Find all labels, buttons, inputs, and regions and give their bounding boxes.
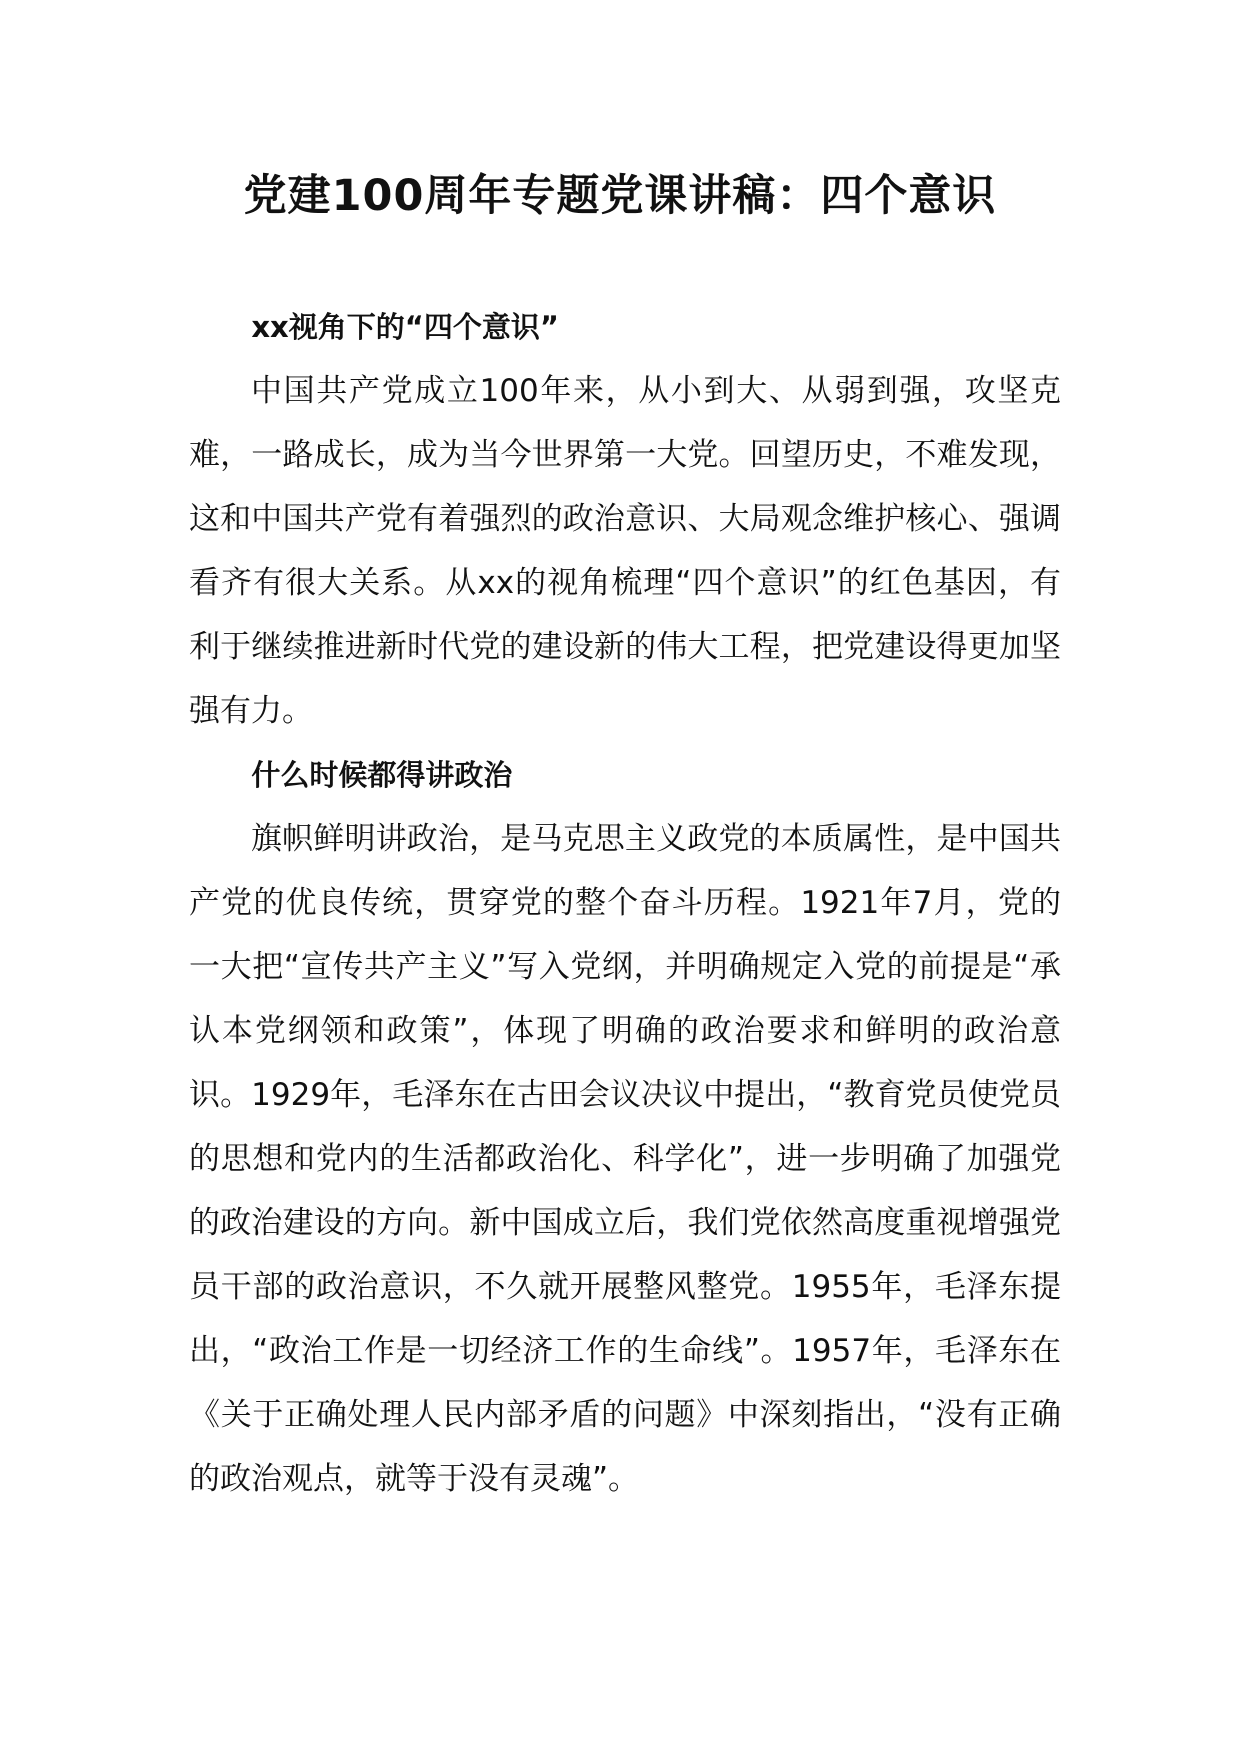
document-title: 党建100周年专题党课讲稿：四个意识	[243, 171, 997, 221]
document-body	[189, 295, 1061, 1511]
section-paragraph: 中国共产党成立100年来，从小到大、从弱到强，攻坚克难，一路成长，成为当今世界第一大党。回望历史，不难发现，这和中国共产党有着强烈的政治意识、大局观念维护核心、强调看齐有很大关系。从xx的视角梳理“四个意识”的红色基因，有利于继续推进新时代党的建设新的伟大工程，把党建设得更加坚强有力。	[189, 373, 1061, 729]
section-heading: xx视角下的“四个意识”	[251, 310, 559, 344]
section-heading: 什么时候都得讲政治	[251, 758, 513, 792]
section-paragraph: 旗帜鲜明讲政治，是马克思主义政党的本质属性，是中国共产党的优良传统，贯穿党的整个奋斗历程。1921年7月，党的一大把“宣传共产主义”写入党纲，并明确规定入党的前提是“承认本党纲领和政策”，体现了明确的政治要求和鲜明的政治意识。1929年，毛泽东在古田会议决议中提出，“教育党员使党员的思想和党内的生活都政治化、科学化”，进一步明确了加强党的政治建设的方向。新中国成立后，我们党依然高度重视增强党员干部的政治意识，不久就开展整风整党。1955年，毛泽东提出，“政治工作是一切经济工作的生命线”。1957年，毛泽东在《关于正确处理人民内部矛盾的问题》中深刻指出，“没有正确的政治观点，就等于没有灵魂”。	[189, 821, 1061, 1497]
